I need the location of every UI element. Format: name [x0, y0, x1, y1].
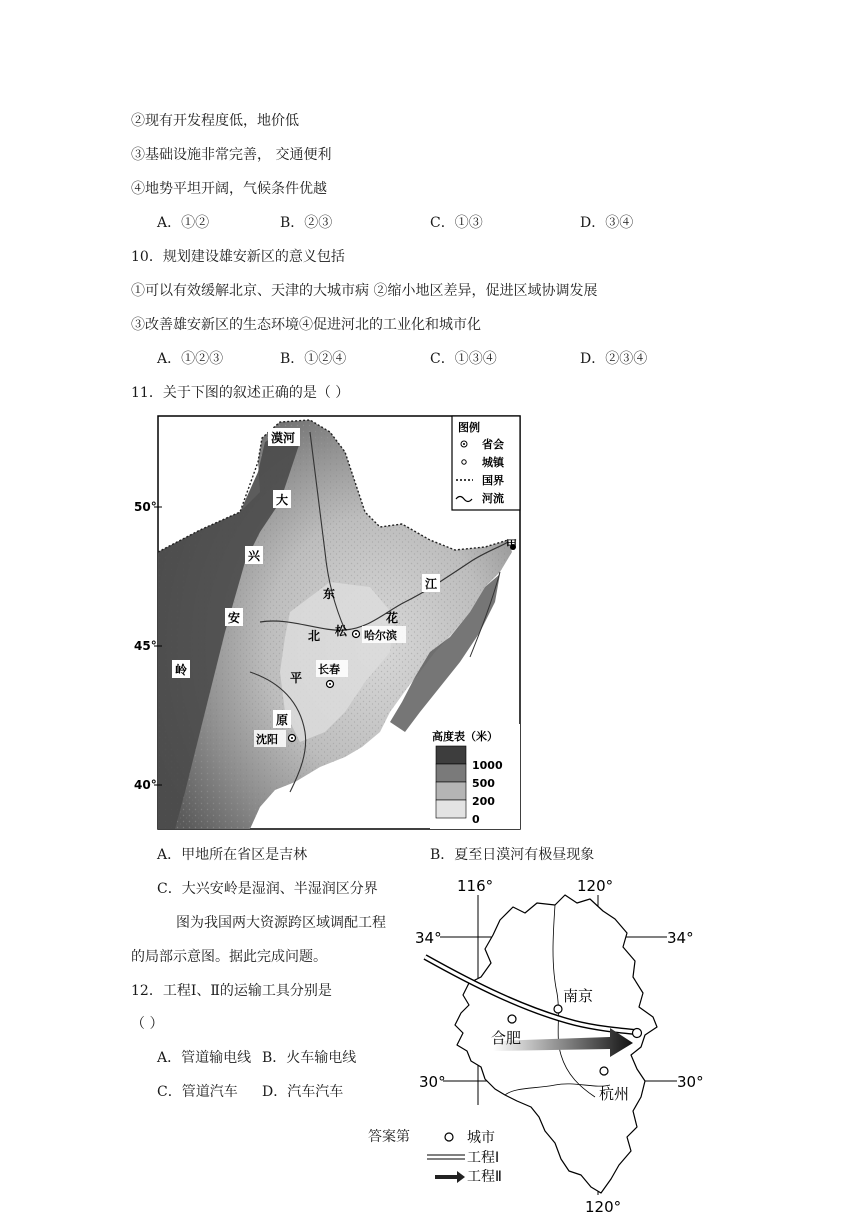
map1-label-da [273, 490, 291, 508]
resource-transfer-map [405, 875, 725, 1216]
map1-elev-band-500 [436, 764, 466, 782]
map1-label-song [334, 623, 348, 638]
map1-label-bei [308, 629, 320, 643]
q9-option-c: C．①③ [430, 215, 483, 231]
map1-label-jiang [422, 574, 440, 592]
map1-elevation-scale [430, 724, 520, 829]
map2-lat-34-label-right: 34° [667, 929, 694, 947]
svg-text:合肥: 合肥 [491, 1029, 522, 1047]
q11-option-b: B．夏至日漠河有极昼现象 [430, 847, 595, 863]
svg-text:原: 原 [276, 713, 289, 727]
q9-option-b: B．②③ [280, 215, 333, 231]
footer-page-text: 答案第 [368, 1129, 410, 1145]
map1-elev-200: 200 [472, 795, 495, 808]
q9-option-a: A．①② [157, 215, 210, 231]
svg-text:大: 大 [276, 493, 289, 507]
svg-text:南京: 南京 [563, 987, 594, 1005]
map1-elev-band-1000 [436, 746, 466, 764]
map2-lat-30-label-left: 30° [419, 1073, 446, 1091]
svg-text:杭州: 杭州 [599, 1085, 630, 1103]
svg-text:兴: 兴 [248, 549, 261, 563]
q9-item-3: ③基础设施非常完善， 交通便利 [131, 147, 332, 163]
northeast-china-relief-map [134, 412, 525, 832]
svg-text:漠河: 漠河 [271, 431, 296, 445]
svg-text:沈阳: 沈阳 [256, 733, 278, 746]
q12-stem: 12．工程Ⅰ、Ⅱ的运输工具分别是 [131, 983, 332, 999]
map2-legend-project-2: 工程Ⅱ [467, 1169, 502, 1185]
svg-text:平: 平 [290, 671, 303, 685]
map1-label-dong [323, 586, 335, 601]
q12-option-b: B．火车输电线 [262, 1050, 357, 1066]
q12-option-a: A．管道输电线 [157, 1050, 252, 1066]
svg-text:甲: 甲 [506, 538, 517, 551]
map2-legend-project-1: 工程Ⅰ [467, 1150, 500, 1166]
map1-legend-town: 城镇 [482, 456, 504, 469]
map1-elev-0: 0 [472, 813, 480, 826]
map1-legend-town-icon [462, 460, 466, 464]
map2-lon-120-label-bottom: 120° [585, 1198, 622, 1216]
svg-text:哈尔滨: 哈尔滨 [364, 629, 397, 642]
q12-intro-line1: 图为我国两大资源跨区域调配工程 [176, 915, 386, 931]
q11-option-a: A．甲地所在省区是吉林 [157, 847, 308, 863]
map2-legend-city-icon [445, 1133, 453, 1141]
svg-text:长春: 长春 [318, 663, 340, 676]
map1-elev-band-200 [436, 782, 466, 800]
map2-lon-120-label-top: 120° [577, 877, 614, 895]
map1-legend [452, 416, 520, 510]
map1-elevation-title: 高度表（米） [432, 730, 498, 743]
svg-text:花: 花 [386, 611, 399, 625]
map1-legend-border: 国界 [482, 474, 504, 487]
q9-item-2: ②现有开发程度低，地价低 [131, 113, 299, 129]
svg-text:松: 松 [335, 624, 348, 638]
svg-text:东: 东 [323, 587, 336, 601]
q12-option-c: C．管道汽车 [157, 1084, 238, 1100]
map2-city-shanghai-point [633, 1029, 642, 1038]
q10-option-b: B．①②④ [280, 351, 347, 367]
map1-label-mohe [268, 428, 300, 446]
svg-text:岭: 岭 [175, 663, 188, 677]
map1-label-yuan [273, 710, 291, 728]
q10-stem: 10．规划建设雄安新区的意义包括 [131, 249, 345, 265]
map1-elev-500: 500 [472, 777, 495, 790]
map1-lat-40: 40° [134, 778, 157, 792]
map2-legend-city: 城市 [467, 1130, 495, 1146]
map1-elev-1000: 1000 [472, 759, 503, 772]
svg-text:北: 北 [308, 629, 321, 643]
q10-option-c: C．①③④ [430, 351, 497, 367]
map1-legend-capital: 省会 [482, 438, 504, 451]
map1-label-ping [290, 670, 302, 685]
q10-items-line1: ①可以有效缓解北京、天津的大城市病 ②缩小地区差异，促进区域协调发展 [131, 283, 598, 299]
q12-paren: （ ） [131, 1016, 164, 1032]
map2-lat-30-label-right: 30° [677, 1073, 704, 1091]
map1-legend-title: 图例 [458, 421, 480, 434]
q9-option-d: D．③④ [580, 215, 634, 231]
map1-lat-50: 50° [134, 500, 157, 514]
svg-text:安: 安 [228, 611, 241, 625]
map1-place-jia [506, 538, 517, 551]
q12-intro-line2: 的局部示意图。据此完成问题。 [131, 949, 327, 965]
map1-legend-river: 河流 [482, 492, 504, 505]
map2-lat-34-label-left: 34° [415, 929, 442, 947]
map2-lon-116-label: 116° [457, 877, 494, 895]
q12-option-d: D．汽车汽车 [262, 1084, 344, 1100]
q11-stem: 11．关于下图的叙述正确的是（ ） [131, 385, 350, 401]
svg-text:江: 江 [425, 577, 438, 591]
q9-item-4: ④地势平坦开阔，气候条件优越 [131, 181, 327, 197]
map1-elev-band-0 [436, 800, 466, 818]
map1-label-an [225, 608, 243, 626]
map1-lat-45: 45° [134, 639, 157, 653]
q11-option-c: C．大兴安岭是湿润、半湿润区分界 [157, 881, 378, 897]
q10-option-a: A．①②③ [157, 351, 224, 367]
q10-option-d: D．②③④ [580, 351, 648, 367]
map1-label-xing [245, 546, 263, 564]
q10-items-line2: ③改善雄安新区的生态环境④促进河北的工业化和城市化 [131, 317, 481, 333]
map1-label-hua [385, 610, 398, 625]
map1-label-ling [172, 660, 190, 678]
